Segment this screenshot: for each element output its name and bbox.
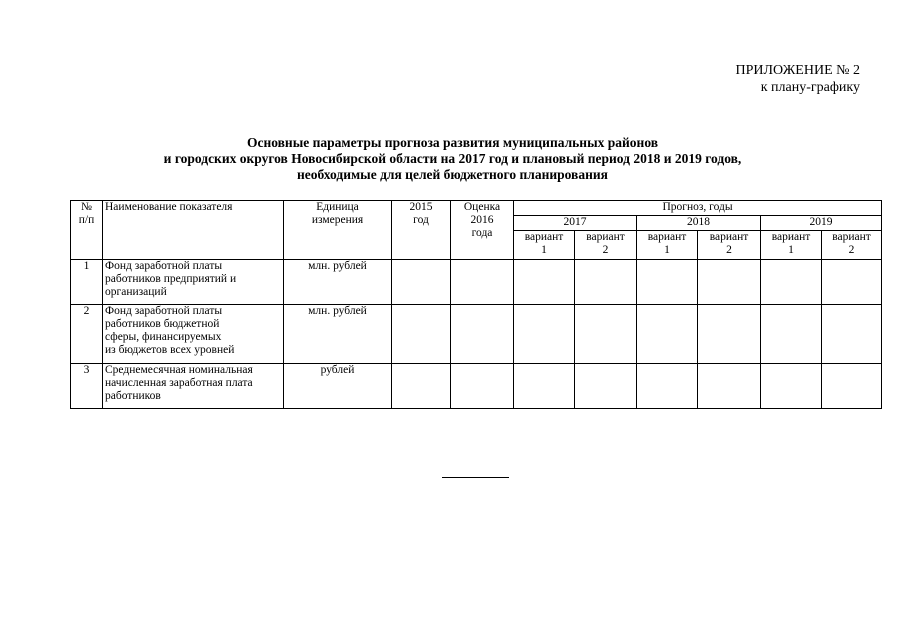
row-cell	[822, 260, 882, 305]
row-cell	[761, 260, 822, 305]
row-indicator-name: Фонд заработной платы работников предприятий и организаций	[103, 260, 284, 305]
table-row	[71, 305, 882, 364]
row-number: 3	[71, 364, 103, 409]
header-number: № п/п	[71, 201, 103, 260]
header-2015: 2015 год	[392, 201, 451, 260]
row-cell	[698, 305, 761, 364]
row-unit: млн. рублей	[284, 260, 392, 305]
variant-2017-1: вариант 1	[514, 231, 575, 260]
end-separator-line	[442, 477, 509, 478]
table-row	[71, 260, 882, 305]
header-year-2018: 2018	[637, 216, 761, 231]
variant-2018-2: вариант 2	[698, 231, 761, 260]
title-line-1: Основные параметры прогноза развития муниципальных районов	[246, 135, 659, 150]
row-cell	[575, 364, 637, 409]
row-cell	[822, 305, 882, 364]
row-cell	[451, 260, 514, 305]
header-indicator-name: Наименование показателя	[103, 201, 284, 260]
appendix-title: ПРИЛОЖЕНИЕ № 2	[735, 63, 860, 78]
header-unit: Единица измерения	[284, 201, 392, 260]
row-cell	[761, 364, 822, 409]
appendix-block	[736, 62, 861, 96]
row-unit: рублей	[284, 364, 392, 409]
appendix-subtitle: к плану-графику	[760, 80, 860, 95]
row-cell	[637, 364, 698, 409]
header-year-2019: 2019	[761, 216, 882, 231]
row-cell	[822, 364, 882, 409]
document-title	[0, 135, 905, 183]
row-cell	[451, 364, 514, 409]
title-line-3: необходимые для целей бюджетного планирования	[297, 167, 608, 182]
row-number: 1	[71, 260, 103, 305]
row-cell	[575, 260, 637, 305]
row-cell	[392, 364, 451, 409]
row-cell	[575, 305, 637, 364]
table-row	[71, 364, 882, 409]
row-cell	[761, 305, 822, 364]
row-cell	[698, 364, 761, 409]
row-indicator-name: Среднемесячная номинальная начисленная заработная плата работников	[103, 364, 284, 409]
row-cell	[514, 364, 575, 409]
variant-2017-2: вариант 2	[575, 231, 637, 260]
header-year-2017: 2017	[514, 216, 637, 231]
row-cell	[392, 260, 451, 305]
title-line-2: и городских округов Новосибирской области на 2017 год и плановый период 2018 и 2019 годов,	[163, 151, 742, 166]
variant-2019-1: вариант 1	[761, 231, 822, 260]
header-forecast: Прогноз, годы	[514, 201, 882, 216]
row-cell	[637, 305, 698, 364]
header-estimate-2016: Оценка 2016 года	[451, 201, 514, 260]
row-cell	[514, 305, 575, 364]
parameters-table	[70, 200, 882, 409]
row-cell	[514, 260, 575, 305]
row-cell	[698, 260, 761, 305]
row-cell	[451, 305, 514, 364]
row-cell	[392, 305, 451, 364]
row-cell	[637, 260, 698, 305]
row-number: 2	[71, 305, 103, 364]
row-unit: млн. рублей	[284, 305, 392, 364]
variant-2019-2: вариант 2	[822, 231, 882, 260]
row-indicator-name: Фонд заработной платы работников бюджетной сферы, финансируемых из бюджетов всех уровней	[103, 305, 284, 364]
variant-2018-1: вариант 1	[637, 231, 698, 260]
